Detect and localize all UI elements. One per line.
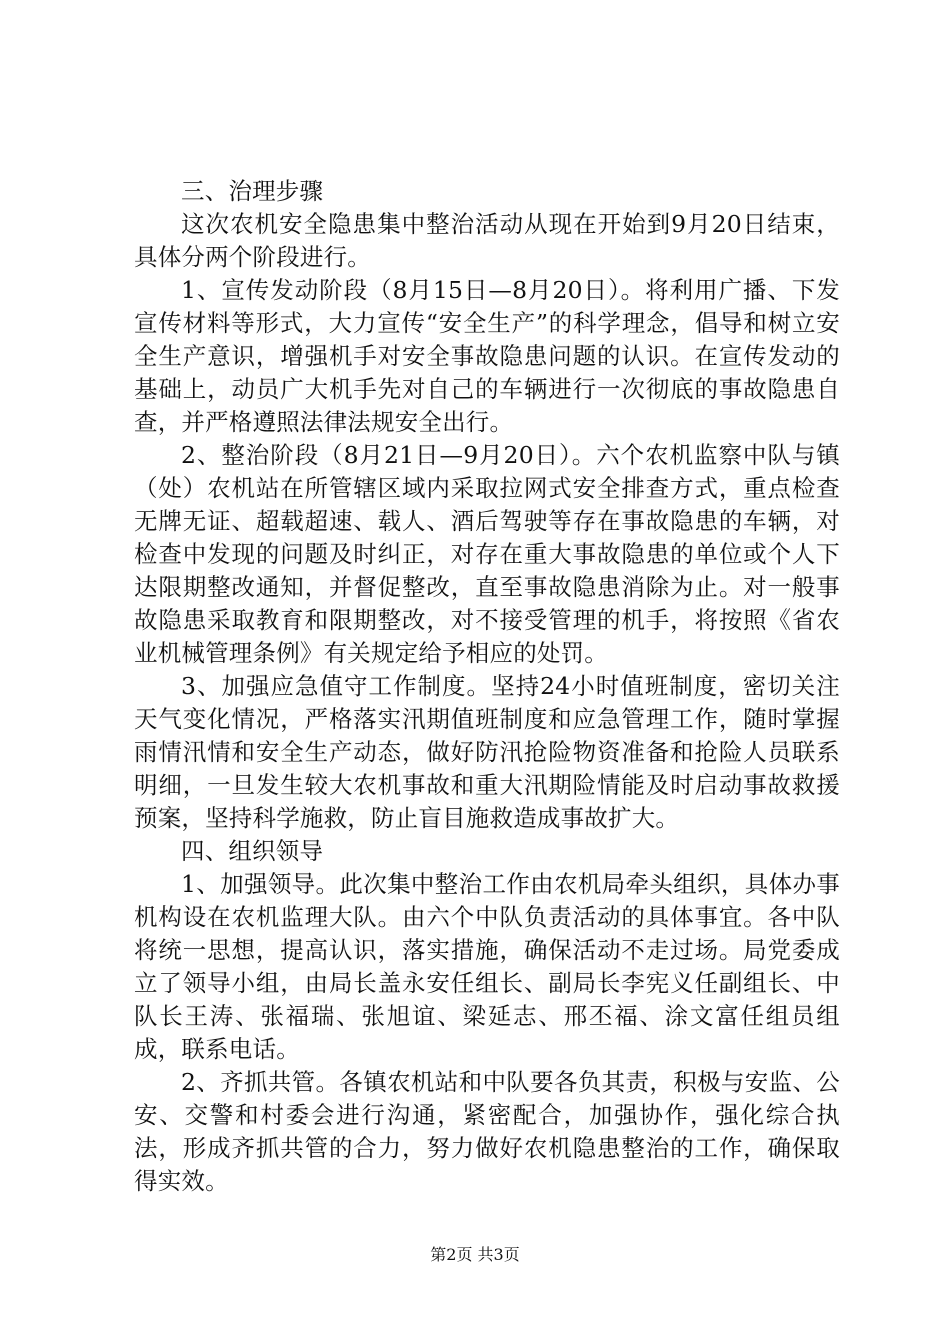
page-footer: 第2页 共3页 [430,1245,520,1264]
paragraph-timeline: 这次农机安全隐患集中整治活动从现在开始到9月20日结束，具体分两个阶段进行。 [134,210,840,271]
paragraph-emergency-duty: 3、加强应急值守工作制度。坚持24小时值班制度，密切关注天气变化情况，严格落实汛期值班制度和应急管理工作，随时掌握雨情汛情和安全生产动态，做好防汛抢险物资准备和抢险人员联系明细，一旦发生较大农机事故和重大汛期险情能及时启动事故救援预案，坚持科学施救，防止盲目施救造成事故扩大。 [134,672,840,832]
paragraph-strengthen-leadership: 1、加强领导。此次集中整治工作由农机局牵头组织，具体办事机构设在农机监理大队。由六个中队负责活动的具体事宜。各中队将统一思想，提高认识，落实措施，确保活动不走过场。局党委成立了领导小组，由局长盖永安任组长、副局长李宪义任副组长、中队长王涛、张福瑞、张旭谊、梁延志、邢丕福、涂文富任组员组成，联系电话。 [134,870,840,1063]
document-body [134,175,840,1198]
section-heading-leadership: 四、组织领导 [181,837,324,865]
paragraph-stage-publicity: 1、宣传发动阶段（8月15日—8月20日）。将利用广播、下发宣传材料等形式，大力宣传“安全生产”的科学理念，倡导和树立安全生产意识，增强机手对安全事故隐患问题的认识。在宣传发动的基础上，动员广大机手先对自己的车辆进行一次彻底的事故隐患自查，并严格遵照法律法规安全出行。 [134,276,840,436]
paragraph-joint-management: 2、齐抓共管。各镇农机站和中队要各负其责，积极与安监、公安、交警和村委会进行沟通，紧密配合，加强协作，强化综合执法，形成齐抓共管的合力，努力做好农机隐患整治的工作，确保取得实效。 [134,1068,840,1195]
section-heading-steps: 三、治理步骤 [181,177,324,205]
paragraph-stage-rectification: 2、整治阶段（8月21日—9月20日）。六个农机监察中队与镇（处）农机站在所管辖区域内采取拉网式安全排查方式，重点检查无牌无证、超载超速、载人、酒后驾驶等存在事故隐患的车辆，对检查中发现的问题及时纠正，对存在重大事故隐患的单位或个人下达限期整改通知，并督促整改，直至事故隐患消除为止。对一般事故隐患采取教育和限期整改，对不接受管理的机手，将按照《省农业机械管理条例》有关规定给予相应的处罚。 [134,441,840,667]
